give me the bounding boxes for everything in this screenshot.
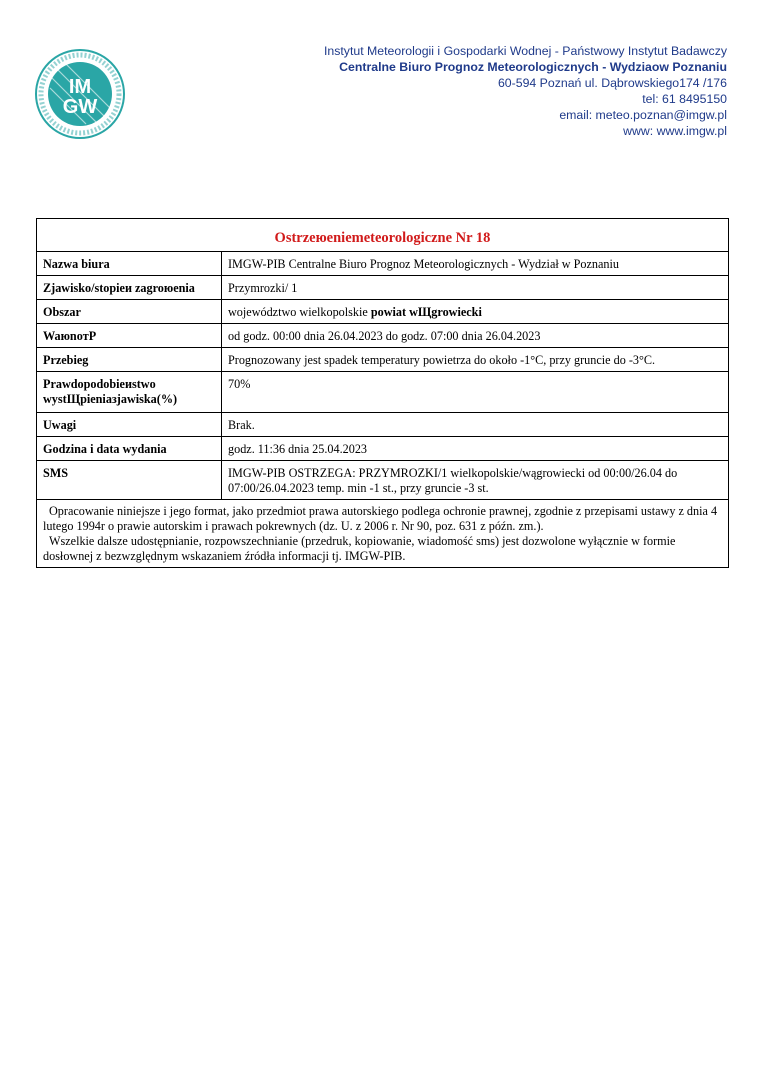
row-label: Uwagi [37,413,222,437]
warning-title: Ostrzeюeniemeteorologiczne Nr 18 [37,219,728,252]
copyright-notice [37,500,728,567]
svg-text:IM: IM [68,76,92,98]
row-label: SMS [37,461,222,500]
row-label: Godzina i data wydania [37,437,222,461]
email: email: meteo.poznan@imgw.pl [559,108,727,122]
row-label: Prawdopodobieиstwo wystЩpieniaзjawiska(%) [37,372,222,413]
phone: tel: 61 8495150 [642,92,727,106]
warning-document [36,218,729,568]
table-row [37,300,728,324]
distribution-paragraph: Wszelkie dalsze udostępnianie, rozpowszechnianie (przedruk, kopiowanie, wiadomość sms) jest dozwolone wyłącznie w formie dosłownej z bezwzględnym wskazaniem źródła informacji tj. IMGW-PIB. [43,534,676,563]
row-label: Zjawisko/stopieи zagroюenia [37,276,222,300]
row-value: Przymrozki/ 1 [222,276,729,300]
table-row [37,252,728,276]
imgw-logo [34,48,126,140]
table-row [37,372,728,413]
region-text: województwo wielkopolskie [228,305,371,319]
row-value: IMGW-PIB OSTRZEGA: PRZYMROZKI/1 wielkopolskie/wągrowiecki od 00:00/26.04 do 07:00/26.04.2023 temp. min -1 st., przy gruncie -3 st. [222,461,729,500]
row-value: Brak. [222,413,729,437]
row-value: Prognozowany jest spadek temperatury powietrza do około -1°C, przy gruncie do -3°C. [222,348,729,372]
county-text: powiat wЩgrowiecki [370,305,482,319]
institute-header [227,43,727,139]
table-row [37,324,728,348]
row-value: 70% [222,372,729,413]
row-value: IMGW-PIB Centralne Biuro Prognoz Meteorologicznych - Wydział w Poznaniu [222,252,729,276]
row-value: od godz. 00:00 dnia 26.04.2023 do godz. 07:00 dnia 26.04.2023 [222,324,729,348]
table-row [37,413,728,437]
copyright-paragraph: Opracowanie niniejsze i jego format, jako przedmiot prawa autorskiego podlega ochronie prawnej, zgodnie z przepisami ustawy z dnia 4 lutego 1994r o prawie autorskim i prawach pokrewnych (dz. U. z 2006 r. Nr 90, poz. 631 z późn. zm.). [43,504,718,533]
table-row [37,437,728,461]
warning-table [37,252,728,500]
website: www: www.imgw.pl [623,124,727,138]
institute-name: Instytut Meteorologii i Gospodarki Wodnej - Państwowy Instytut Badawczy [323,44,727,58]
row-label: Nazwa biura [37,252,222,276]
table-row [37,348,728,372]
row-value: godz. 11:36 dnia 25.04.2023 [222,437,729,461]
svg-text:GW: GW [62,96,98,118]
table-row [37,276,728,300]
row-value [222,300,729,324]
row-label: Przebieg [37,348,222,372]
bureau-name: Centralne Biuro Prognoz Meteorologicznych - Wydziaow Poznaniu [339,60,727,74]
table-row [37,461,728,500]
address: 60-594 Poznań ul. Dąbrowskiego174 /176 [497,76,727,90]
row-label: Obszar [37,300,222,324]
row-label: WaюnoтР [37,324,222,348]
